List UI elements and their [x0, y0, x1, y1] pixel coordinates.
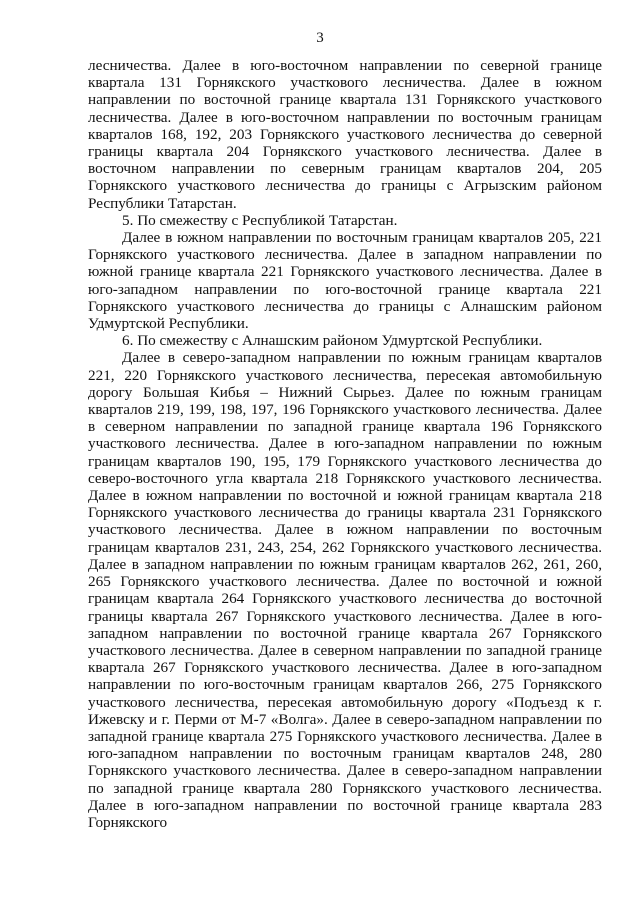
document-body [88, 57, 602, 831]
body-paragraph: Далее в южном направлении по восточным границам кварталов 205, 221 Горнякского участкового лесничества. Далее в западном направлении по южной границе квартала 221 Горнякского участкового лесничества. Далее в юго-западном направлении по юго-восточной границе квартала 221 Горнякского участкового лесничества до границы с Алнашским районом Удмуртской Республики. [88, 229, 602, 333]
body-paragraph-continuation: лесничества. Далее в юго-восточном направлении по северной границе квартала 131 Горнякского участкового лесничества. Далее в южном направлении по восточной границе квартала 131 Горнякского участкового лесничества. Далее в юго-восточном направлении по восточным границам кварталов 168, 192, 203 Горнякского участкового лесничества до северной границы квартала 204 Горнякского участкового лесничества. Далее в восточном направлении по северным границам кварталов 204, 205 Горнякского участкового лесничества до границы с Агрызским районом Республики Татарстан. [88, 57, 602, 212]
body-paragraph: Далее в северо-западном направлении по южным границам кварталов 221, 220 Горнякского участкового лесничества, пересекая автомобильную дорогу Большая Кибья – Нижний Сырьез. Далее по южным границам кварталов 219, 199, 198, 197, 196 Горнякского участкового лесничества. Далее в северном направлении по западной границе квартала 196 Горнякского участкового лесничества. Далее в юго-западном направлении по южным границам кварталов 190, 195, 179 Горнякского участкового лесничества до северо-восточного угла квартала 218 Горнякского участкового лесничества. Далее в южном направлении по восточной и южной границам квартала 218 Горнякского участкового лесничества до границы квартала 231 Горнякского участкового лесничества. Далее в южном направлении по восточным границам кварталов 231, 243, 254, 262 Горнякского участкового лесничества. Далее в западном направлении по южным границам кварталов 262, 261, 260, 265 Горнякского участкового лесничества. Далее по восточной и южной границам квартала 264 Горнякского участкового лесничества до восточной границы квартала 267 Горнякского участкового лесничества. Далее в юго-западном направлении по восточной границе квартала 267 Горнякского участкового лесничества. Далее в северном направлении по западной границе квартала 267 Горнякского участкового лесничества. Далее в юго-западном направлении по юго-восточным границам кварталов 266, 275 Горнякского участкового лесничества, пересекая автомобильную дорогу «Подъезд к г. Ижевску и г. Перми от М-7 «Волга». Далее в северо-западном направлении по западной границе квартала 275 Горнякского участкового лесничества. Далее в юго-западном направлении по восточным границам кварталов 248, 280 Горнякского участкового лесничества. Далее в северо-западном направлении по западной границе квартала 280 Горнякского участкового лесничества. Далее в юго-западном направлении по восточной границе квартала 283 Горнякского [88, 349, 602, 831]
section-heading-5: 5. По смежеству с Республикой Татарстан. [122, 211, 398, 229]
page-number: 3 [316, 30, 324, 46]
section-heading-6: 6. По смежеству с Алнашским районом Удмуртской Республики. [122, 332, 543, 350]
